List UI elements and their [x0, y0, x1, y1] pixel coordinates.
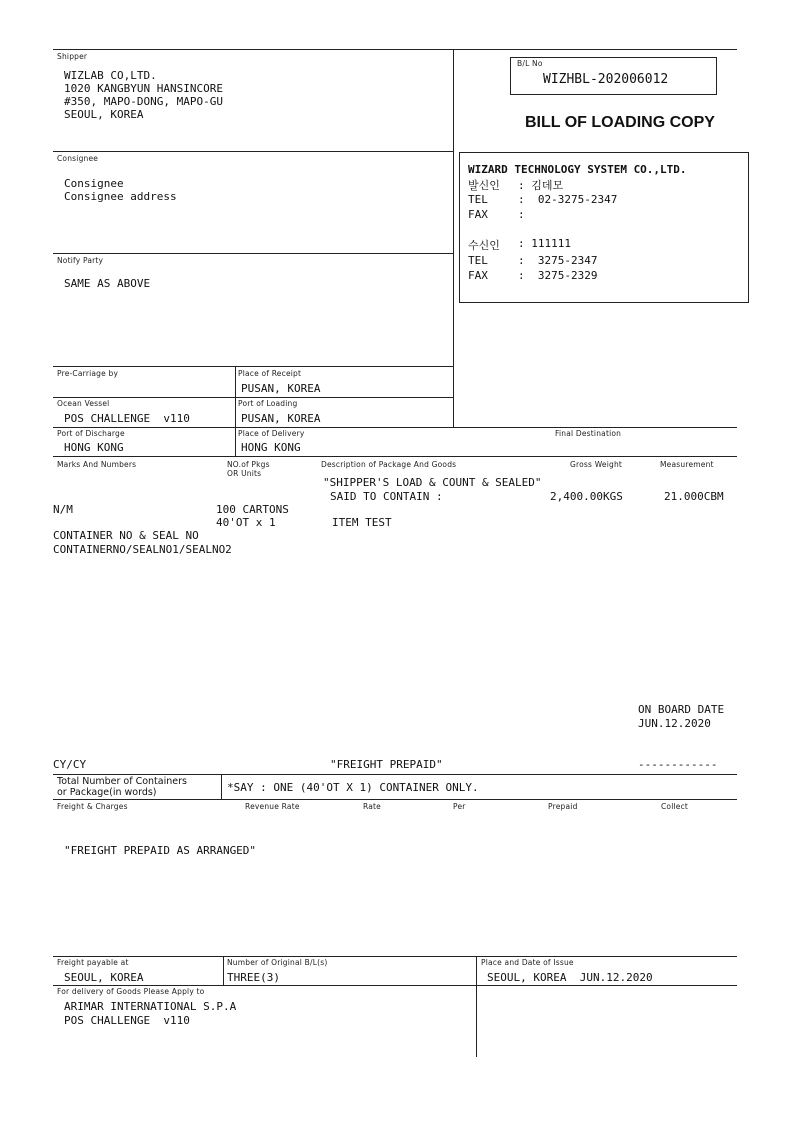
pkgs-value-line-2: 40'OT x 1: [216, 516, 276, 529]
measurement-header: Measurement: [660, 460, 714, 469]
agent-tel2-label: TEL: [468, 254, 488, 267]
description-header: Description of Package And Goods: [321, 460, 457, 469]
vessel-label: Ocean Vessel: [57, 399, 110, 408]
collect-header: Collect: [661, 802, 689, 811]
rule-notify: [53, 253, 453, 254]
delivery-apply-label: For delivery of Goods Please Apply to: [57, 987, 205, 996]
agent-fax1-value: :: [518, 208, 525, 221]
rule-goods-header: [53, 456, 737, 457]
item-value: ITEM TEST: [332, 516, 392, 529]
shipper-label: Shipper: [57, 52, 88, 61]
marks-header: Marks And Numbers: [57, 460, 137, 469]
loading-label: Port of Loading: [238, 399, 298, 408]
pkgs-header-line-2: OR Units: [227, 469, 262, 478]
rule-vessel: [53, 397, 453, 398]
shipper-line-1: WIZLAB CO,LTD.: [64, 69, 157, 82]
shipper-line-3: #350, MAPO-DONG, MAPO-GU: [64, 95, 223, 108]
freight-charges-header: Freight & Charges: [57, 802, 128, 811]
pre-carriage-label: Pre-Carriage by: [57, 369, 119, 378]
delivery-apply-line-1: ARIMAR INTERNATIONAL S.P.A: [64, 1000, 237, 1013]
freight-payable-value: SEOUL, KOREA: [64, 971, 144, 984]
bl-number-label: B/L No: [517, 59, 543, 68]
marks-value: N/M: [53, 503, 73, 516]
issue-value: SEOUL, KOREA JUN.12.2020: [487, 971, 653, 984]
agent-receiver-label: 수신인: [468, 239, 500, 252]
rule-routing-vertical: [235, 366, 236, 456]
rule-footer-top: [53, 956, 737, 957]
terms-dashes: ------------: [638, 758, 718, 771]
rule-precarriage: [53, 366, 453, 367]
shipper-line-2: 1020 KANGBYUN HANSINCORE: [64, 82, 223, 95]
agent-tel2-value: : 3275-2347: [518, 254, 598, 267]
agent-company: WIZARD TECHNOLOGY SYSTEM CO.,LTD.: [468, 163, 687, 176]
revenue-rate-header: Revenue Rate: [245, 802, 300, 811]
container-value: CONTAINERNO/SEALNO1/SEALNO2: [53, 543, 232, 556]
final-destination-label: Final Destination: [555, 429, 622, 438]
freight-payable-label: Freight payable at: [57, 958, 129, 967]
agent-sender-value: : 김데모: [518, 179, 564, 192]
goods-description-line-2: SAID TO CONTAIN :: [330, 490, 443, 503]
loading-value: PUSAN, KOREA: [241, 412, 321, 425]
consignee-line-1: Consignee: [64, 177, 124, 190]
freight-terms: "FREIGHT PREPAID": [330, 758, 443, 771]
cy-terms: CY/CY: [53, 758, 87, 771]
rule-top: [53, 49, 737, 50]
measurement-value: 21.000CBM: [664, 490, 724, 503]
rule-totals-vertical: [221, 774, 222, 799]
per-header: Per: [453, 802, 466, 811]
totals-value: *SAY : ONE (40'OT X 1) CONTAINER ONLY.: [227, 781, 479, 794]
shipper-line-4: SEOUL, KOREA: [64, 108, 144, 121]
rule-consignee: [53, 151, 453, 152]
document-title: BILL OF LOADING COPY: [525, 114, 715, 131]
gross-weight-value: 2,400.00KGS: [550, 490, 623, 503]
notify-value: SAME AS ABOVE: [64, 277, 151, 290]
rule-totals-bottom: [53, 799, 737, 800]
goods-description-line-1: "SHIPPER'S LOAD & COUNT & SEALED": [323, 476, 542, 489]
consignee-label: Consignee: [57, 154, 99, 163]
totals-label-line-1: Total Number of Containers: [57, 776, 187, 787]
consignee-line-2: Consignee address: [64, 190, 177, 203]
totals-label-line-2: or Package(in words): [57, 787, 157, 798]
on-board-date: JUN.12.2020: [638, 717, 711, 730]
notify-label: Notify Party: [57, 256, 104, 265]
issue-label: Place and Date of Issue: [481, 958, 574, 967]
container-label: CONTAINER NO & SEAL NO: [53, 529, 199, 542]
discharge-value: HONG KONG: [64, 441, 124, 454]
gross-weight-header: Gross Weight: [570, 460, 623, 469]
agent-receiver-value: : 111111: [518, 237, 571, 250]
original-bl-value: THREE(3): [227, 971, 280, 984]
delivery-value: HONG KONG: [241, 441, 301, 454]
rate-header: Rate: [363, 802, 381, 811]
agent-tel1-label: TEL: [468, 193, 488, 206]
rule-totals-top: [53, 774, 737, 775]
rule-discharge: [53, 427, 737, 428]
discharge-label: Port of Discharge: [57, 429, 125, 438]
original-bl-label: Number of Original B/L(s): [227, 958, 328, 967]
vessel-value: POS CHALLENGE v110: [64, 412, 190, 425]
agent-tel1-value: : 02-3275-2347: [518, 193, 618, 206]
receipt-label: Place of Receipt: [238, 369, 302, 378]
receipt-value: PUSAN, KOREA: [241, 382, 321, 395]
delivery-label: Place of Delivery: [238, 429, 305, 438]
rule-mid-vertical: [453, 49, 454, 427]
agent-fax2-label: FAX: [468, 269, 488, 282]
rule-footer-vertical-2: [476, 956, 477, 1057]
pkgs-header-line-1: NO.of Pkgs: [227, 460, 270, 469]
rule-footer-vertical-1: [223, 956, 224, 985]
rule-footer-middle: [53, 985, 737, 986]
agent-sender-label: 발신인: [468, 179, 500, 192]
agent-fax2-value: : 3275-2329: [518, 269, 598, 282]
pkgs-value-line-1: 100 CARTONS: [216, 503, 289, 516]
bl-number-value: WIZHBL-202006012: [543, 72, 669, 87]
agent-fax1-label: FAX: [468, 208, 488, 221]
delivery-apply-line-2: POS CHALLENGE v110: [64, 1014, 190, 1027]
on-board-label: ON BOARD DATE: [638, 703, 725, 716]
charges-note: "FREIGHT PREPAID AS ARRANGED": [64, 844, 257, 857]
prepaid-header: Prepaid: [548, 802, 578, 811]
